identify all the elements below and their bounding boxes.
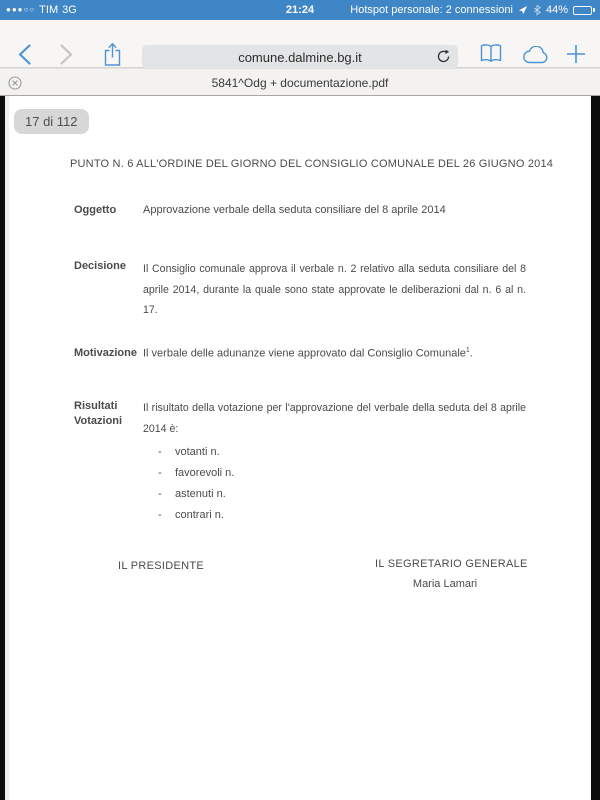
- clock: 21:24: [285, 4, 315, 16]
- browser-toolbar: [0, 20, 600, 68]
- section-label-risultati: Risultati Votazioni: [74, 400, 123, 427]
- share-icon[interactable]: [103, 42, 122, 70]
- close-tab-icon[interactable]: [8, 76, 22, 93]
- pdf-viewer[interactable]: 17 di 112 PUNTO N. 6 ALL'ORDINE DEL GIORNO DEL CONSIGLIO COMUNALE DEL 26 GIUGNO 2014 Oggetto Approvazione verbale della seduta consiliare del 8 aprile 2014 Decisione Il Consiglio comunale approva il verbale n. 2 relativo alla seduta consiliare del 8 aprile 2014, durante la quale sono state approvate le deliberazioni dal n. 6 al n. 17. Motivazione Il verbale delle adunanze viene approvato dal Consiglio Comunale$^1$. Risultati Votazioni Il risultato della votazione per l'approvazione del verbale della seduta del 8 aprile 2014 è: - votanti n. - favorevoli n. - astenuti n. - contrari n. IL PRESIDENTE IL SEGRETARIO GENERALE Maria Lamari: [0, 96, 600, 800]
- url-text: comune.dalmine.bg.it: [238, 49, 362, 65]
- document-heading: PUNTO N. 6 ALL'ORDINE DEL GIORNO DEL CONSIGLIO COMUNALE DEL 26 GIUGNO 2014: [70, 158, 554, 170]
- section-text-oggetto: Approvazione verbale della seduta consiliare del 8 aprile 2014: [143, 204, 446, 216]
- back-button[interactable]: [18, 44, 31, 68]
- reload-icon[interactable]: [436, 49, 451, 67]
- address-bar[interactable]: [142, 45, 458, 69]
- signature-secretary-name: Maria Lamari: [412, 578, 478, 590]
- signal-strength-icon: ●●●○○: [6, 4, 36, 14]
- status-bar: [0, 0, 600, 20]
- hotspot-status-label: Hotspot personale: 2 connessioni: [350, 4, 513, 16]
- forward-button[interactable]: [60, 44, 73, 68]
- signature-secretary: IL SEGRETARIO GENERALE: [375, 558, 528, 570]
- section-text-motivazione: Il verbale delle adunanze viene approvato dal Consiglio Comunale$^1$.: [143, 347, 473, 360]
- location-arrow-icon: [518, 5, 528, 15]
- new-tab-icon[interactable]: [566, 44, 586, 67]
- icloud-tabs-icon[interactable]: [522, 46, 550, 67]
- tab-bar[interactable]: [0, 68, 600, 96]
- status-icons: [350, 0, 595, 20]
- section-text-risultati: Il risultato della votazione per l'approvazione del verbale della seduta del 8 aprile 2014 è:: [143, 402, 526, 435]
- signature-president: IL PRESIDENTE: [118, 560, 205, 572]
- battery-icon: [573, 6, 595, 15]
- section-label-decisione: Decisione: [74, 260, 126, 272]
- network-type-label: 3G: [62, 4, 77, 16]
- battery-percent-label: 44%: [545, 4, 568, 16]
- tab-title: 5841^Odg + documentazione.pdf: [211, 76, 389, 90]
- page-indicator: 17 di 112: [14, 109, 89, 134]
- footnote-marker: 1: [465, 347, 470, 354]
- section-label-motivazione: Motivazione: [74, 347, 137, 359]
- bookmarks-icon[interactable]: [479, 43, 503, 67]
- carrier-label: TIM: [39, 4, 59, 16]
- bluetooth-icon: [533, 4, 541, 16]
- scan-edge-left-shade: [5, 96, 9, 800]
- section-label-oggetto: Oggetto: [74, 204, 117, 216]
- scan-edge-right: [591, 96, 600, 800]
- section-text-decisione: Il Consiglio comunale approva il verbale n. 2 relativo alla seduta consiliare del 8 aprile 2014, durante la quale sono state approvate le deliberazioni dal n. 6 al n. 17.: [143, 263, 526, 316]
